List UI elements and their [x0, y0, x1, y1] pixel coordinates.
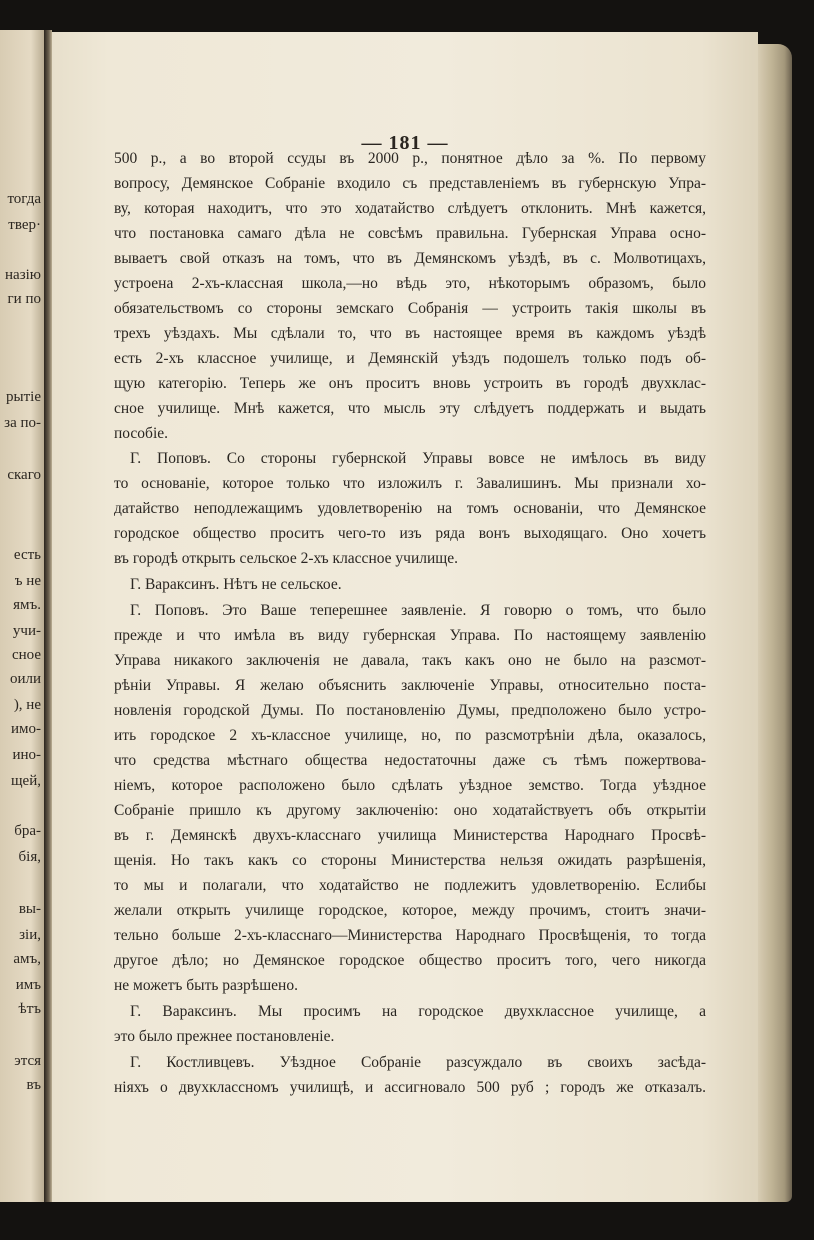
text-line: другое дѣло; но Демянское городское общество проситъ того, чего никогда	[114, 952, 706, 969]
left-page-fragment: ино-	[12, 747, 41, 763]
text-line: устроена 2-хъ-классная школа,—но вѣдь это, нѣкоторымъ образомъ, было	[114, 275, 706, 292]
text-line: обязательствомъ со стороны земскаго Собранія — устроить такія школы въ	[114, 300, 706, 317]
left-page-fragment: ѣтъ	[18, 1001, 41, 1017]
left-page-fragment: твер·	[8, 217, 41, 233]
text-line: это было прежнее постановленіе.	[114, 1028, 335, 1045]
left-page-fragment: этся	[14, 1053, 41, 1069]
text-line: Собраніе пришло къ другому заключенію: оно ходатайствуетъ объ открытіи	[114, 802, 706, 819]
text-line: есть 2-хъ классное училище, и Демянскій уѣздъ подошелъ только подъ об-	[114, 350, 706, 367]
text-line: датайство неподлежащимъ удовлетворенію на томъ основаніи, что Демянское	[114, 500, 706, 517]
left-page-fragment: амъ,	[13, 951, 41, 967]
text-line: то мы и полагали, что ходатайство не подлежитъ удовлетворенію. Еслибы	[114, 877, 706, 894]
text-line: вываетъ свой отказъ на томъ, что въ Демянскомъ уѣздѣ, въ с. Молвотицахъ,	[114, 250, 706, 267]
left-page-fragment: учи-	[12, 623, 41, 639]
left-page-fragment: назію	[5, 267, 41, 283]
speaker-paragraph: Г. Поповъ. Это Ваше теперешнее заявленіе. Я говорю о томъ, что было	[130, 602, 706, 619]
left-page-fragment: въ	[26, 1077, 41, 1093]
text-line: ніяхъ о двухклассномъ училищѣ, и ассигновало 500 руб ; городъ же отказалъ.	[114, 1079, 706, 1096]
text-line: что постановка самаго дѣла не совсѣмъ правильна. Губернская Управа осно-	[114, 225, 706, 242]
left-page-fragment: есть	[13, 547, 41, 563]
text-line: рѣніи Управы. Я желаю объяснить заключеніе Управы, относительно поста-	[114, 677, 706, 694]
left-page-fragment: ги по	[7, 291, 41, 307]
left-page-fragment: зіи,	[19, 927, 41, 943]
text-line: вопросу, Демянское Собраніе входило съ представленіемъ въ губернскую Упра-	[114, 175, 706, 192]
text-line: ву, которая находитъ, что это ходатайство слѣдуетъ отклонить. Мнѣ кажется,	[114, 200, 706, 217]
text-line: желали открыть училище городское, которое, между прочимъ, стоитъ значи-	[114, 902, 706, 919]
left-page-fragment: за по-	[4, 415, 41, 431]
left-page-fragment: скаго	[7, 467, 41, 483]
left-page-fragment: оили	[9, 671, 41, 687]
text-line: то основаніе, которое только что изложилъ г. Завалишинъ. Мы признали хо-	[114, 475, 706, 492]
text-line: щую категорію. Теперь же онъ проситъ вновь устроить въ городѣ двухклас-	[114, 375, 706, 392]
book-gutter	[44, 30, 52, 1202]
text-line: новленія городской Думы. По постановленію Думы, предположено было устро-	[114, 702, 706, 719]
left-page-fragment: имо-	[10, 721, 41, 737]
text-line: въ городѣ открыть сельское 2-хъ классное училище.	[114, 550, 458, 567]
text-line: не можетъ быть разрѣшено.	[114, 977, 298, 994]
text-line: ить городское 2 хъ-классное училище, но, по разсмотрѣніи дѣла, оказалось,	[114, 727, 706, 744]
text-line: прежде и что имѣла въ виду губернская Управа. По настоящему заявленію	[114, 627, 706, 644]
left-page-fragment: ямъ.	[13, 597, 41, 613]
text-line: городское общество проситъ чего-то изъ ряда вонъ выходящаго. Оно хочетъ	[114, 525, 706, 542]
book-page	[52, 32, 758, 1202]
text-line: 500 р., а во второй ссуды въ 2000 р., понятное дѣло за %. По первому	[114, 150, 706, 167]
text-line: въ г. Демянскѣ двухъ-класснаго училища Министерства Народнаго Просвѣ-	[114, 827, 706, 844]
text-line: что средства мѣстнаго общества недостаточны даже съ тѣмъ пожертвова-	[114, 752, 706, 769]
speaker-paragraph: Г. Вараксинъ. Нѣтъ не сельское.	[130, 576, 342, 593]
text-line: сное училище. Мнѣ кажется, что мысль эту слѣдуетъ поддержать и выдать	[114, 400, 706, 417]
left-page-fragment: тогда	[7, 191, 41, 207]
page-number: — 181 —	[361, 132, 449, 154]
left-page-fragment: вы-	[18, 901, 41, 917]
left-page-fragment: бра-	[14, 823, 41, 839]
left-page-fragment: ), не	[13, 697, 41, 713]
text-line: пособіе.	[114, 425, 169, 442]
text-line: тельно больше 2-хъ-класснаго—Министерства Народнаго Просвѣщенія, то тогда	[114, 927, 706, 944]
text-line: Управа никакого заключенія не давала, такъ какъ оно не было на разсмот-	[114, 652, 706, 669]
left-page-fragment: имъ	[15, 977, 41, 993]
speaker-paragraph: Г. Поповъ. Со стороны губернской Управы вовсе не имѣлось въ виду	[130, 450, 706, 467]
text-line: ніемъ, которое расположено было сдѣлать уѣздное земство. Тогда уѣздное	[114, 777, 706, 794]
speaker-paragraph: Г. Вараксинъ. Мы просимъ на городское двухклассное училище, а	[130, 1003, 706, 1020]
left-page-fragment: бія,	[18, 849, 41, 865]
left-page-fragment: щей,	[11, 773, 41, 789]
left-page-fragment: рытіе	[6, 389, 41, 405]
left-page-fragment: сное	[11, 647, 41, 663]
text-line: трехъ уѣздахъ. Мы сдѣлали то, что въ настоящее время въ каждомъ уѣздѣ	[114, 325, 706, 342]
left-facing-page	[0, 30, 44, 1202]
text-line: щенія. Но такъ какъ со стороны Министерства нельзя ожидать разрѣшенія,	[114, 852, 706, 869]
left-page-fragment: ъ не	[14, 573, 41, 589]
speaker-paragraph: Г. Костливцевъ. Уѣздное Собраніе разсуждало въ своихъ засѣда-	[130, 1054, 706, 1071]
